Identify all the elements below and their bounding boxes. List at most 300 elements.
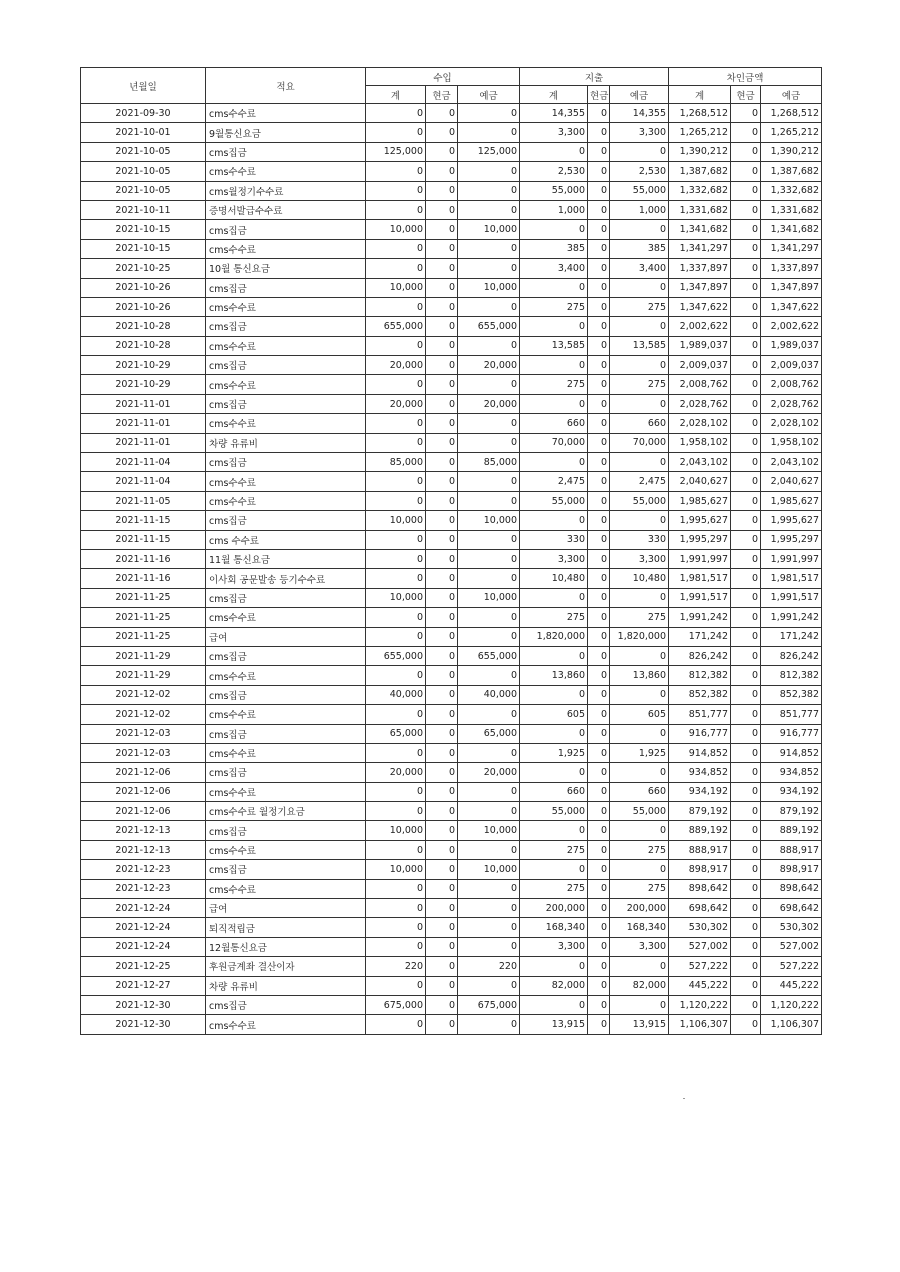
expense-cash-cell: 0 — [588, 957, 610, 976]
date-cell: 2021-12-30 — [81, 995, 206, 1014]
expense-deposit-cell: 385 — [610, 239, 669, 258]
expense-cash-cell: 0 — [588, 200, 610, 219]
expense-cash-cell: 0 — [588, 259, 610, 278]
description-cell: cms집금 — [206, 511, 366, 530]
expense-cash-cell: 0 — [588, 297, 610, 316]
expense-cash-cell: 0 — [588, 356, 610, 375]
income-deposit-cell: 220 — [458, 957, 520, 976]
description-cell: cms집금 — [206, 453, 366, 472]
description-cell: cms수수료 — [206, 743, 366, 762]
income-total-cell: 0 — [366, 123, 426, 142]
income-cash-cell: 0 — [426, 511, 458, 530]
balance-cash-cell: 0 — [731, 511, 761, 530]
table-row — [81, 705, 822, 724]
table-row — [81, 899, 822, 918]
date-cell: 2021-12-23 — [81, 879, 206, 898]
balance-cash-cell: 0 — [731, 860, 761, 879]
income-cash-cell: 0 — [426, 899, 458, 918]
balance-cash-cell: 0 — [731, 899, 761, 918]
expense-total-cell: 0 — [520, 220, 588, 239]
balance-cash-cell: 0 — [731, 782, 761, 801]
expense-cash-cell: 0 — [588, 433, 610, 452]
description-cell: cms집금 — [206, 763, 366, 782]
income-deposit-cell: 0 — [458, 530, 520, 549]
date-cell: 2021-10-29 — [81, 375, 206, 394]
expense-deposit-cell: 275 — [610, 375, 669, 394]
balance-cash-cell: 0 — [731, 336, 761, 355]
date-cell: 2021-10-05 — [81, 142, 206, 161]
expense-total-cell: 275 — [520, 879, 588, 898]
balance-deposit-cell: 445,222 — [761, 976, 822, 995]
balance-deposit-cell: 1,991,242 — [761, 608, 822, 627]
balance-total-cell: 851,777 — [669, 705, 731, 724]
header-income-deposit: 예금 — [458, 86, 520, 104]
table-row — [81, 685, 822, 704]
description-cell: 후원금계좌 결산이자 — [206, 957, 366, 976]
date-cell: 2021-10-05 — [81, 162, 206, 181]
balance-deposit-cell: 852,382 — [761, 685, 822, 704]
table-row — [81, 123, 822, 142]
expense-cash-cell: 0 — [588, 724, 610, 743]
expense-total-cell: 660 — [520, 414, 588, 433]
expense-deposit-cell: 0 — [610, 821, 669, 840]
balance-deposit-cell: 2,009,037 — [761, 356, 822, 375]
balance-deposit-cell: 1,995,297 — [761, 530, 822, 549]
balance-total-cell: 1,337,897 — [669, 259, 731, 278]
balance-total-cell: 1,347,622 — [669, 297, 731, 316]
income-deposit-cell: 10,000 — [458, 511, 520, 530]
expense-deposit-cell: 1,925 — [610, 743, 669, 762]
date-cell: 2021-12-13 — [81, 821, 206, 840]
income-deposit-cell: 0 — [458, 162, 520, 181]
income-deposit-cell: 0 — [458, 123, 520, 142]
balance-cash-cell: 0 — [731, 588, 761, 607]
balance-deposit-cell: 527,002 — [761, 937, 822, 956]
income-cash-cell: 0 — [426, 724, 458, 743]
balance-total-cell: 1,981,517 — [669, 569, 731, 588]
balance-total-cell: 934,852 — [669, 763, 731, 782]
balance-deposit-cell: 1,341,297 — [761, 239, 822, 258]
date-cell: 2021-10-26 — [81, 297, 206, 316]
header-expense-cash: 현금 — [588, 86, 610, 104]
date-cell: 2021-11-29 — [81, 646, 206, 665]
expense-deposit-cell: 660 — [610, 782, 669, 801]
income-cash-cell: 0 — [426, 530, 458, 549]
balance-cash-cell: 0 — [731, 414, 761, 433]
balance-deposit-cell: 1,337,897 — [761, 259, 822, 278]
income-cash-cell: 0 — [426, 821, 458, 840]
date-cell: 2021-12-13 — [81, 840, 206, 859]
expense-cash-cell: 0 — [588, 317, 610, 336]
expense-cash-cell: 0 — [588, 123, 610, 142]
description-cell: cms집금 — [206, 356, 366, 375]
income-total-cell: 0 — [366, 162, 426, 181]
balance-deposit-cell: 171,242 — [761, 627, 822, 646]
expense-total-cell: 13,585 — [520, 336, 588, 355]
expense-deposit-cell: 1,820,000 — [610, 627, 669, 646]
expense-cash-cell: 0 — [588, 646, 610, 665]
expense-deposit-cell: 3,300 — [610, 549, 669, 568]
balance-cash-cell: 0 — [731, 646, 761, 665]
description-cell: cms수수료 — [206, 239, 366, 258]
balance-deposit-cell: 914,852 — [761, 743, 822, 762]
description-cell: cms집금 — [206, 995, 366, 1014]
income-total-cell: 0 — [366, 802, 426, 821]
balance-total-cell: 852,382 — [669, 685, 731, 704]
expense-cash-cell: 0 — [588, 491, 610, 510]
income-cash-cell: 0 — [426, 743, 458, 762]
balance-cash-cell: 0 — [731, 743, 761, 762]
date-cell: 2021-12-24 — [81, 899, 206, 918]
expense-deposit-cell: 0 — [610, 763, 669, 782]
income-total-cell: 10,000 — [366, 220, 426, 239]
balance-total-cell: 530,302 — [669, 918, 731, 937]
income-cash-cell: 0 — [426, 549, 458, 568]
income-total-cell: 85,000 — [366, 453, 426, 472]
expense-cash-cell: 0 — [588, 937, 610, 956]
balance-total-cell: 445,222 — [669, 976, 731, 995]
expense-total-cell: 0 — [520, 821, 588, 840]
balance-deposit-cell: 1,106,307 — [761, 1015, 822, 1034]
income-deposit-cell: 10,000 — [458, 588, 520, 607]
table-row — [81, 375, 822, 394]
expense-cash-cell: 0 — [588, 569, 610, 588]
date-cell: 2021-10-11 — [81, 200, 206, 219]
balance-deposit-cell: 879,192 — [761, 802, 822, 821]
income-deposit-cell: 0 — [458, 104, 520, 123]
income-total-cell: 0 — [366, 627, 426, 646]
income-cash-cell: 0 — [426, 627, 458, 646]
description-cell: cms집금 — [206, 821, 366, 840]
date-cell: 2021-09-30 — [81, 104, 206, 123]
date-cell: 2021-11-25 — [81, 588, 206, 607]
description-cell: cms집금 — [206, 588, 366, 607]
income-deposit-cell: 0 — [458, 743, 520, 762]
balance-total-cell: 2,040,627 — [669, 472, 731, 491]
expense-total-cell: 200,000 — [520, 899, 588, 918]
expense-deposit-cell: 3,300 — [610, 937, 669, 956]
balance-total-cell: 1,332,682 — [669, 181, 731, 200]
income-cash-cell: 0 — [426, 336, 458, 355]
expense-cash-cell: 0 — [588, 142, 610, 161]
balance-cash-cell: 0 — [731, 453, 761, 472]
ledger-table — [80, 67, 822, 1035]
income-cash-cell: 0 — [426, 142, 458, 161]
balance-deposit-cell: 1,265,212 — [761, 123, 822, 142]
expense-total-cell: 55,000 — [520, 802, 588, 821]
date-cell: 2021-12-06 — [81, 782, 206, 801]
table-row — [81, 1015, 822, 1034]
description-cell: cms집금 — [206, 646, 366, 665]
income-deposit-cell: 10,000 — [458, 220, 520, 239]
balance-cash-cell: 0 — [731, 491, 761, 510]
balance-cash-cell: 0 — [731, 1015, 761, 1034]
income-cash-cell: 0 — [426, 200, 458, 219]
date-cell: 2021-12-27 — [81, 976, 206, 995]
expense-deposit-cell: 14,355 — [610, 104, 669, 123]
expense-cash-cell: 0 — [588, 104, 610, 123]
expense-deposit-cell: 605 — [610, 705, 669, 724]
expense-cash-cell: 0 — [588, 278, 610, 297]
balance-cash-cell: 0 — [731, 685, 761, 704]
expense-cash-cell: 0 — [588, 840, 610, 859]
balance-total-cell: 1,265,212 — [669, 123, 731, 142]
description-cell: 퇴직적립금 — [206, 918, 366, 937]
income-cash-cell: 0 — [426, 782, 458, 801]
income-deposit-cell: 0 — [458, 414, 520, 433]
header-description: 적요 — [206, 68, 366, 104]
table-row — [81, 549, 822, 568]
income-cash-cell: 0 — [426, 356, 458, 375]
expense-deposit-cell: 0 — [610, 511, 669, 530]
expense-total-cell: 275 — [520, 608, 588, 627]
expense-total-cell: 55,000 — [520, 491, 588, 510]
income-total-cell: 0 — [366, 259, 426, 278]
table-row — [81, 317, 822, 336]
expense-total-cell: 2,530 — [520, 162, 588, 181]
income-cash-cell: 0 — [426, 239, 458, 258]
expense-total-cell: 0 — [520, 995, 588, 1014]
balance-deposit-cell: 898,642 — [761, 879, 822, 898]
income-deposit-cell: 20,000 — [458, 356, 520, 375]
income-deposit-cell: 0 — [458, 549, 520, 568]
income-cash-cell: 0 — [426, 860, 458, 879]
expense-total-cell: 275 — [520, 840, 588, 859]
balance-total-cell: 1,989,037 — [669, 336, 731, 355]
table-row — [81, 453, 822, 472]
expense-total-cell: 3,300 — [520, 549, 588, 568]
balance-total-cell: 698,642 — [669, 899, 731, 918]
income-deposit-cell: 10,000 — [458, 278, 520, 297]
balance-total-cell: 812,382 — [669, 666, 731, 685]
expense-total-cell: 0 — [520, 724, 588, 743]
income-cash-cell: 0 — [426, 259, 458, 278]
income-total-cell: 0 — [366, 433, 426, 452]
description-cell: cms수수료 — [206, 705, 366, 724]
balance-deposit-cell: 1,981,517 — [761, 569, 822, 588]
income-deposit-cell: 675,000 — [458, 995, 520, 1014]
income-cash-cell: 0 — [426, 763, 458, 782]
income-cash-cell: 0 — [426, 472, 458, 491]
balance-total-cell: 1,991,517 — [669, 588, 731, 607]
balance-cash-cell: 0 — [731, 918, 761, 937]
balance-cash-cell: 0 — [731, 802, 761, 821]
table-row — [81, 491, 822, 510]
date-cell: 2021-12-02 — [81, 705, 206, 724]
balance-deposit-cell: 1,991,997 — [761, 549, 822, 568]
expense-deposit-cell: 0 — [610, 588, 669, 607]
expense-deposit-cell: 13,585 — [610, 336, 669, 355]
income-deposit-cell: 0 — [458, 627, 520, 646]
header-expense: 지출 — [520, 68, 669, 86]
expense-cash-cell: 0 — [588, 220, 610, 239]
income-deposit-cell: 0 — [458, 608, 520, 627]
balance-deposit-cell: 898,917 — [761, 860, 822, 879]
income-total-cell: 0 — [366, 491, 426, 510]
expense-cash-cell: 0 — [588, 530, 610, 549]
expense-deposit-cell: 168,340 — [610, 918, 669, 937]
income-deposit-cell: 655,000 — [458, 646, 520, 665]
balance-cash-cell: 0 — [731, 724, 761, 743]
income-cash-cell: 0 — [426, 569, 458, 588]
expense-cash-cell: 0 — [588, 239, 610, 258]
balance-deposit-cell: 889,192 — [761, 821, 822, 840]
date-cell: 2021-11-25 — [81, 608, 206, 627]
income-deposit-cell: 0 — [458, 491, 520, 510]
table-row — [81, 181, 822, 200]
description-cell: cms수수료 — [206, 1015, 366, 1034]
date-cell: 2021-11-05 — [81, 491, 206, 510]
expense-cash-cell: 0 — [588, 394, 610, 413]
income-cash-cell: 0 — [426, 995, 458, 1014]
description-cell: cms수수료 — [206, 782, 366, 801]
expense-cash-cell: 0 — [588, 453, 610, 472]
table-row — [81, 860, 822, 879]
income-cash-cell: 0 — [426, 375, 458, 394]
income-total-cell: 0 — [366, 782, 426, 801]
income-deposit-cell: 0 — [458, 569, 520, 588]
income-deposit-cell: 0 — [458, 336, 520, 355]
date-cell: 2021-11-29 — [81, 666, 206, 685]
balance-cash-cell: 0 — [731, 317, 761, 336]
balance-total-cell: 2,028,102 — [669, 414, 731, 433]
balance-deposit-cell: 2,040,627 — [761, 472, 822, 491]
balance-total-cell: 2,002,622 — [669, 317, 731, 336]
income-deposit-cell: 10,000 — [458, 860, 520, 879]
income-deposit-cell: 0 — [458, 375, 520, 394]
income-total-cell: 0 — [366, 569, 426, 588]
expense-deposit-cell: 13,860 — [610, 666, 669, 685]
income-cash-cell: 0 — [426, 104, 458, 123]
balance-deposit-cell: 2,008,762 — [761, 375, 822, 394]
balance-total-cell: 1,120,222 — [669, 995, 731, 1014]
income-deposit-cell: 0 — [458, 879, 520, 898]
expense-cash-cell: 0 — [588, 1015, 610, 1034]
expense-total-cell: 3,300 — [520, 123, 588, 142]
expense-total-cell: 168,340 — [520, 918, 588, 937]
expense-deposit-cell: 0 — [610, 220, 669, 239]
balance-cash-cell: 0 — [731, 278, 761, 297]
expense-total-cell: 0 — [520, 588, 588, 607]
table-row — [81, 239, 822, 258]
date-cell: 2021-11-01 — [81, 394, 206, 413]
income-deposit-cell: 0 — [458, 937, 520, 956]
date-cell: 2021-10-28 — [81, 336, 206, 355]
income-total-cell: 0 — [366, 297, 426, 316]
income-deposit-cell: 20,000 — [458, 394, 520, 413]
expense-total-cell: 1,925 — [520, 743, 588, 762]
balance-total-cell: 914,852 — [669, 743, 731, 762]
income-deposit-cell: 85,000 — [458, 453, 520, 472]
expense-cash-cell: 0 — [588, 511, 610, 530]
table-row — [81, 957, 822, 976]
balance-deposit-cell: 1,958,102 — [761, 433, 822, 452]
balance-deposit-cell: 2,028,102 — [761, 414, 822, 433]
expense-cash-cell: 0 — [588, 821, 610, 840]
expense-total-cell: 0 — [520, 453, 588, 472]
expense-deposit-cell: 0 — [610, 317, 669, 336]
expense-deposit-cell: 200,000 — [610, 899, 669, 918]
date-cell: 2021-12-30 — [81, 1015, 206, 1034]
expense-total-cell: 385 — [520, 239, 588, 258]
expense-total-cell: 330 — [520, 530, 588, 549]
table-row — [81, 608, 822, 627]
income-cash-cell: 0 — [426, 685, 458, 704]
description-cell: 증명서발급수수료 — [206, 200, 366, 219]
date-cell: 2021-10-26 — [81, 278, 206, 297]
date-cell: 2021-11-01 — [81, 414, 206, 433]
balance-cash-cell: 0 — [731, 200, 761, 219]
income-total-cell: 0 — [366, 181, 426, 200]
balance-cash-cell: 0 — [731, 162, 761, 181]
income-cash-cell: 0 — [426, 394, 458, 413]
expense-cash-cell: 0 — [588, 608, 610, 627]
balance-deposit-cell: 934,192 — [761, 782, 822, 801]
income-total-cell: 0 — [366, 375, 426, 394]
income-deposit-cell: 0 — [458, 433, 520, 452]
scan-speck — [683, 1098, 685, 1099]
expense-deposit-cell: 1,000 — [610, 200, 669, 219]
income-total-cell: 20,000 — [366, 763, 426, 782]
income-total-cell: 0 — [366, 705, 426, 724]
balance-deposit-cell: 1,347,897 — [761, 278, 822, 297]
income-cash-cell: 0 — [426, 840, 458, 859]
balance-cash-cell: 0 — [731, 705, 761, 724]
expense-cash-cell: 0 — [588, 549, 610, 568]
table-row — [81, 782, 822, 801]
income-total-cell: 10,000 — [366, 511, 426, 530]
balance-total-cell: 2,008,762 — [669, 375, 731, 394]
expense-cash-cell: 0 — [588, 472, 610, 491]
income-total-cell: 0 — [366, 743, 426, 762]
description-cell: cms집금 — [206, 278, 366, 297]
expense-total-cell: 14,355 — [520, 104, 588, 123]
expense-deposit-cell: 13,915 — [610, 1015, 669, 1034]
expense-deposit-cell: 0 — [610, 394, 669, 413]
table-row — [81, 724, 822, 743]
balance-total-cell: 171,242 — [669, 627, 731, 646]
header-balance-total: 계 — [669, 86, 731, 104]
balance-cash-cell: 0 — [731, 569, 761, 588]
expense-cash-cell: 0 — [588, 918, 610, 937]
balance-total-cell: 1,958,102 — [669, 433, 731, 452]
header-date: 년월일 — [81, 68, 206, 104]
income-total-cell: 0 — [366, 937, 426, 956]
expense-cash-cell: 0 — [588, 627, 610, 646]
balance-total-cell: 1,347,897 — [669, 278, 731, 297]
date-cell: 2021-11-15 — [81, 511, 206, 530]
table-row — [81, 394, 822, 413]
date-cell: 2021-12-03 — [81, 743, 206, 762]
expense-deposit-cell: 0 — [610, 995, 669, 1014]
balance-deposit-cell: 1,347,622 — [761, 297, 822, 316]
balance-cash-cell: 0 — [731, 530, 761, 549]
expense-cash-cell: 0 — [588, 860, 610, 879]
description-cell: cms집금 — [206, 142, 366, 161]
income-total-cell: 655,000 — [366, 646, 426, 665]
date-cell: 2021-10-15 — [81, 239, 206, 258]
balance-deposit-cell: 1,332,682 — [761, 181, 822, 200]
income-total-cell: 20,000 — [366, 394, 426, 413]
description-cell: cms집금 — [206, 220, 366, 239]
expense-total-cell: 0 — [520, 646, 588, 665]
balance-total-cell: 527,002 — [669, 937, 731, 956]
table-row — [81, 200, 822, 219]
income-total-cell: 0 — [366, 608, 426, 627]
balance-cash-cell: 0 — [731, 375, 761, 394]
table-row — [81, 918, 822, 937]
income-cash-cell: 0 — [426, 414, 458, 433]
